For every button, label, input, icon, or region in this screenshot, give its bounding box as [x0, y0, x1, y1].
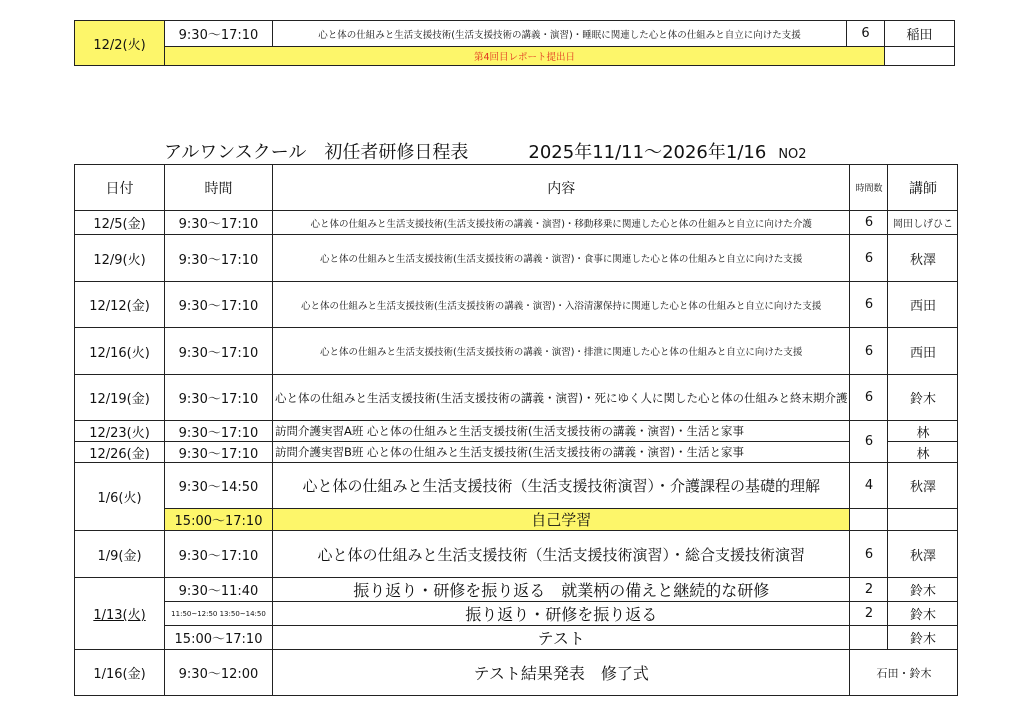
empty-cell: [850, 509, 888, 531]
table-row: [75, 282, 958, 328]
row-hours: 2: [850, 578, 888, 602]
table-row: [75, 509, 958, 531]
row-content: 心と体の仕組みと生活支援技術(生活支援技術の講義・演習)・排泄に関連した心と体の仕組みと自立に向けた支援: [273, 328, 850, 375]
row-time: 9:30～17:10: [165, 531, 273, 578]
row-teacher: 秋澤: [888, 463, 958, 509]
row-teacher: 秋澤: [888, 235, 958, 282]
row-time: 9:30～17:10: [165, 375, 273, 421]
row-time: 9:30～12:00: [165, 650, 273, 696]
header-date: 日付: [75, 165, 165, 211]
table-row: [75, 602, 958, 626]
top-hours: 6: [847, 21, 885, 47]
table-row: [75, 421, 958, 442]
row-time: 9:30～17:10: [165, 235, 273, 282]
row-time: 9:30～17:10: [165, 282, 273, 328]
top-teacher: 稲田: [885, 21, 955, 47]
row-content: テスト結果発表 修了式: [273, 650, 850, 696]
empty-cell: [885, 47, 955, 66]
row-time: 9:30～17:10: [165, 421, 273, 442]
row-date: 1/6(火): [75, 463, 165, 531]
row-hours: 6: [850, 531, 888, 578]
header-content: 内容: [273, 165, 850, 211]
header-hours: 時間数: [850, 165, 888, 211]
row-time: 11:50~12:50 13:50~14:50: [165, 602, 273, 626]
row-content: テスト: [273, 626, 850, 650]
row-hours: 6: [850, 421, 888, 463]
row-teacher: 林: [888, 421, 958, 442]
table-row: [75, 211, 958, 235]
row-time: 9:30～11:40: [165, 578, 273, 602]
row-hours: 2: [850, 602, 888, 626]
row-date: 1/9(金): [75, 531, 165, 578]
row-content: 心と体の仕組みと生活支援技術(生活支援技術の講義・演習)・入浴清潔保持に関連した心と体の仕組みと自立に向けた支援: [273, 282, 850, 328]
row-content: 心と体の仕組みと生活支援技術(生活支援技術の講義・演習)・移動移乗に関連した心と体の仕組みと自立に向けた介護: [273, 211, 850, 235]
row-content: 自己学習: [273, 509, 850, 531]
row-teacher: 岡田しげひこ: [888, 211, 958, 235]
row-date: 1/16(金): [75, 650, 165, 696]
table-row: [75, 463, 958, 509]
row-time: 9:30～14:50: [165, 463, 273, 509]
schedule-title: [164, 138, 825, 164]
row-teacher: 西田: [888, 328, 958, 375]
table-row: [75, 328, 958, 375]
row-teacher: 鈴木: [888, 626, 958, 650]
row-content: 訪問介護実習A班 心と体の仕組みと生活支援技術(生活支援技術の講義・演習)・生活と家事: [273, 421, 850, 442]
table-row: [75, 375, 958, 421]
table-row: [75, 650, 958, 696]
main-schedule-table: [74, 164, 958, 696]
row-teacher: 秋澤: [888, 531, 958, 578]
row-teacher: 石田・鈴木: [850, 650, 958, 696]
row-content: 心と体の仕組みと生活支援技術（生活支援技術演習）・総合支援技術演習: [273, 531, 850, 578]
table-row: [75, 531, 958, 578]
table-row: [75, 442, 958, 463]
row-teacher: 鈴木: [888, 375, 958, 421]
report-notice: 第4回目レポート提出日: [165, 47, 885, 66]
top-date: 12/2(火): [75, 21, 165, 66]
row-content: 振り返り・研修を振り返る 就業柄の備えと継続的な研修: [273, 578, 850, 602]
row-content: 振り返り・研修を振り返る: [273, 602, 850, 626]
row-hours: 6: [850, 235, 888, 282]
row-date: 12/23(火): [75, 421, 165, 442]
top-schedule-table: [74, 20, 955, 66]
schedule-name: 初任者研修日程表: [324, 142, 469, 163]
row-date: 12/16(火): [75, 328, 165, 375]
header-time: 時間: [165, 165, 273, 211]
top-content: 心と体の仕組みと生活支援技術(生活支援技術の講義・演習)・睡眠に関連した心と体の仕組みと自立に向けた支援: [273, 21, 847, 47]
row-hours: 6: [850, 328, 888, 375]
row-time: 9:30～17:10: [165, 211, 273, 235]
row-time: 9:30～17:10: [165, 328, 273, 375]
table-row: [75, 578, 958, 602]
empty-cell: [850, 626, 888, 650]
row-hours: 6: [850, 211, 888, 235]
row-teacher: 西田: [888, 282, 958, 328]
row-hours: 6: [850, 375, 888, 421]
row-time: 15:00～17:10: [165, 509, 273, 531]
row-teacher: 鈴木: [888, 578, 958, 602]
row-date: 1/13(火): [75, 578, 165, 650]
row-time: 15:00～17:10: [165, 626, 273, 650]
row-content: 訪問介護実習B班 心と体の仕組みと生活支援技術(生活支援技術の講義・演習)・生活と家事: [273, 442, 850, 463]
schedule-period: 2025年11/11～2026年1/16: [528, 142, 767, 163]
row-date: 12/5(金): [75, 211, 165, 235]
row-content: 心と体の仕組みと生活支援技術(生活支援技術の講義・演習)・食事に関連した心と体の仕組みと自立に向けた支援: [273, 235, 850, 282]
empty-cell: [888, 509, 958, 531]
row-time: 9:30～17:10: [165, 442, 273, 463]
row-content: 心と体の仕組みと生活支援技術（生活支援技術演習）・介護課程の基礎的理解: [273, 463, 850, 509]
row-content: 心と体の仕組みと生活支援技術(生活支援技術の講義・演習)・死にゆく人に関した心と体の仕組みと終末期介護: [273, 375, 850, 421]
row-teacher: 鈴木: [888, 602, 958, 626]
school-name: アルワンスクール: [164, 142, 307, 163]
row-hours: 4: [850, 463, 888, 509]
row-teacher: 林: [888, 442, 958, 463]
table-header: [75, 165, 958, 211]
top-time: 9:30～17:10: [165, 21, 273, 47]
header-teacher: 講師: [888, 165, 958, 211]
row-date: 12/12(金): [75, 282, 165, 328]
table-row: [75, 235, 958, 282]
page-number: NO2: [778, 147, 807, 162]
row-date: 12/9(火): [75, 235, 165, 282]
row-hours: 6: [850, 282, 888, 328]
row-date: 12/26(金): [75, 442, 165, 463]
row-date: 12/19(金): [75, 375, 165, 421]
table-row: [75, 626, 958, 650]
